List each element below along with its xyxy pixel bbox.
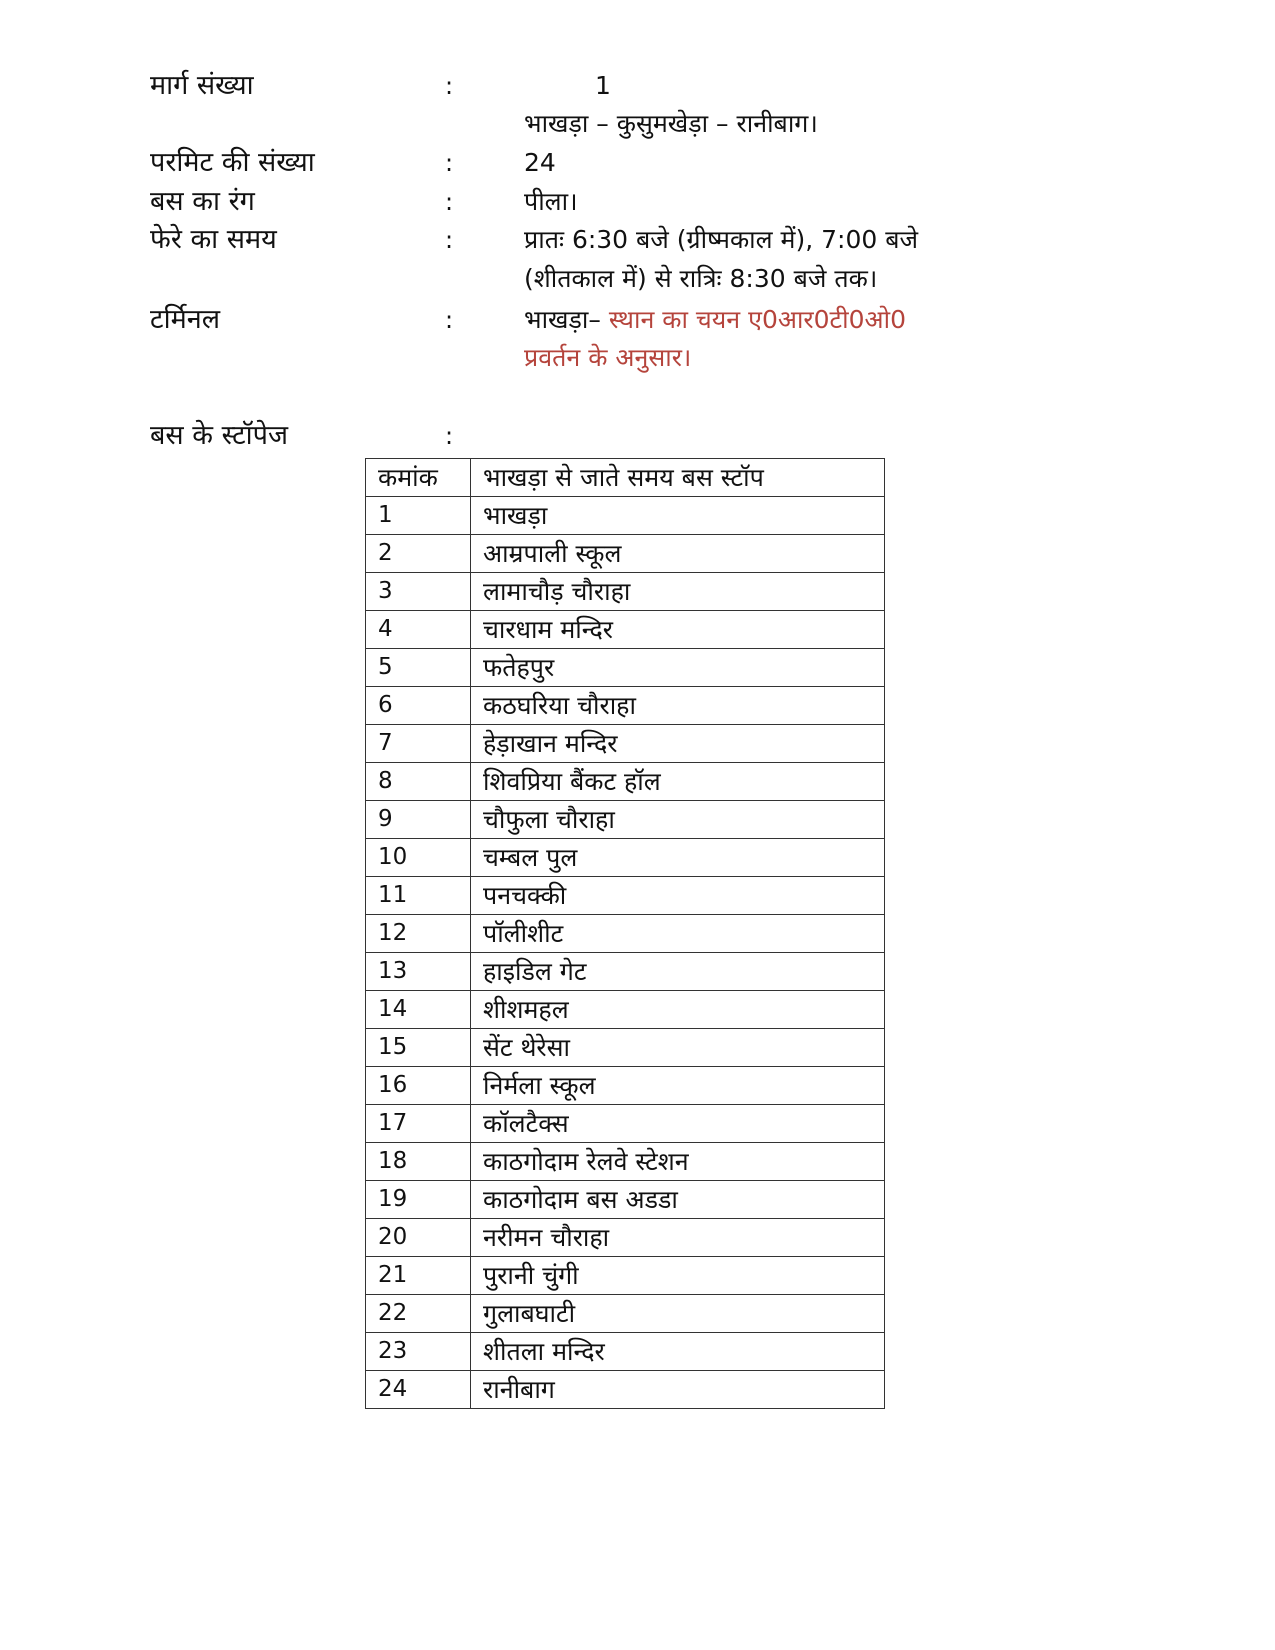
terminal-prefix: भाखड़ा– [524, 305, 609, 334]
stop-serial: 20 [366, 1219, 471, 1257]
table-row [366, 573, 885, 611]
stop-name: हेड़ाखान मन्दिर [471, 725, 885, 763]
stop-name: चारधाम मन्दिर [471, 611, 885, 649]
terminal-note-2: प्रवर्तन के अनुसार। [524, 343, 692, 372]
table-row [366, 1219, 885, 1257]
stop-serial: 5 [366, 649, 471, 687]
bus-color-value: पीला। [524, 187, 578, 216]
stop-serial: 3 [366, 573, 471, 611]
stop-serial: 22 [366, 1295, 471, 1333]
table-row [366, 687, 885, 725]
table-row [366, 953, 885, 991]
stop-serial: 6 [366, 687, 471, 725]
stop-serial: 9 [366, 801, 471, 839]
route-path-row [0, 104, 1275, 144]
table-row [366, 1143, 885, 1181]
trip-time-row [0, 220, 1275, 260]
route-number-label: मार्ग संख्या [150, 70, 254, 101]
stop-serial: 18 [366, 1143, 471, 1181]
trip-time-row-2 [0, 259, 1275, 299]
stop-name: भाखड़ा [471, 497, 885, 535]
stop-name: नरीमन चौराहा [471, 1219, 885, 1257]
table-row [366, 801, 885, 839]
bus-color-label: बस का रंग [150, 186, 255, 217]
table-row [366, 611, 885, 649]
table-row [366, 1295, 885, 1333]
table-row [366, 1067, 885, 1105]
stoppages-colon: : [445, 422, 454, 450]
table-row [366, 497, 885, 535]
stop-serial: 8 [366, 763, 471, 801]
stop-serial: 7 [366, 725, 471, 763]
stop-name: चौफुला चौराहा [471, 801, 885, 839]
stop-serial: 14 [366, 991, 471, 1029]
trip-time-label: फेरे का समय [150, 224, 277, 255]
permits-row [0, 143, 1275, 183]
stop-serial: 24 [366, 1371, 471, 1409]
stop-serial: 2 [366, 535, 471, 573]
route-number-row [0, 66, 1275, 106]
trip-time-line1: प्रातः 6:30 बजे (ग्रीष्मकाल में), 7:00 बजे [524, 225, 919, 254]
stop-name: फतेहपुर [471, 649, 885, 687]
terminal-label: टर्मिनल [150, 304, 221, 335]
table-body [366, 497, 885, 1409]
stop-serial: 1 [366, 497, 471, 535]
bus-stops-table [365, 458, 885, 1409]
stop-name: शीतला मन्दिर [471, 1333, 885, 1371]
stop-serial: 16 [366, 1067, 471, 1105]
terminal-row-2 [0, 338, 1275, 378]
bus-color-colon: : [445, 188, 454, 216]
permits-colon: : [445, 149, 454, 177]
stop-serial: 21 [366, 1257, 471, 1295]
stop-name: पनचक्की [471, 877, 885, 915]
trip-time-line2: (शीतकाल में) से रात्रिः 8:30 बजे तक। [524, 264, 878, 293]
stop-name: आम्रपाली स्कूल [471, 535, 885, 573]
stop-header: भाखड़ा से जाते समय बस स्टॉप [471, 459, 885, 497]
stop-name: लामाचौड़ चौराहा [471, 573, 885, 611]
stop-serial: 19 [366, 1181, 471, 1219]
stop-serial: 10 [366, 839, 471, 877]
stop-name: काठगोदाम बस अडडा [471, 1181, 885, 1219]
table-row [366, 649, 885, 687]
stop-serial: 4 [366, 611, 471, 649]
table-row [366, 535, 885, 573]
terminal-value [524, 300, 906, 340]
stop-serial: 12 [366, 915, 471, 953]
permits-value: 24 [524, 148, 556, 177]
stop-name: गुलाबघाटी [471, 1295, 885, 1333]
stoppages-row [0, 416, 1275, 456]
stop-serial: 11 [366, 877, 471, 915]
stop-serial: 17 [366, 1105, 471, 1143]
table-row [366, 1181, 885, 1219]
stop-name: पॉलीशीट [471, 915, 885, 953]
bus-color-row [0, 182, 1275, 222]
stop-name: पुरानी चुंगी [471, 1257, 885, 1295]
route-number-value: 1 [595, 71, 611, 100]
stop-name: हाइडिल गेट [471, 953, 885, 991]
terminal-note-1: स्थान का चयन ए0आर0टी0ओ0 [608, 305, 907, 334]
stop-name: निर्मला स्कूल [471, 1067, 885, 1105]
stop-name: सेंट थेरेसा [471, 1029, 885, 1067]
stop-name: रानीबाग [471, 1371, 885, 1409]
table-row [366, 991, 885, 1029]
stop-serial: 23 [366, 1333, 471, 1371]
table-row [366, 1257, 885, 1295]
table-row [366, 1105, 885, 1143]
serial-header: कमांक [366, 459, 471, 497]
stop-name: काठगोदाम रेलवे स्टेशन [471, 1143, 885, 1181]
stoppages-label: बस के स्टॉपेज [150, 420, 289, 451]
table-row [366, 763, 885, 801]
table-row [366, 1333, 885, 1371]
table-row [366, 1371, 885, 1409]
stop-name: कॉलटैक्स [471, 1105, 885, 1143]
permits-label: परमिट की संख्या [150, 147, 315, 178]
trip-time-colon: : [445, 226, 454, 254]
route-path: भाखड़ा – कुसुमखेड़ा – रानीबाग। [524, 109, 818, 138]
route-number-colon: : [445, 72, 454, 100]
table-row [366, 725, 885, 763]
stop-serial: 15 [366, 1029, 471, 1067]
stop-name: कठघरिया चौराहा [471, 687, 885, 725]
stop-name: शीशमहल [471, 991, 885, 1029]
table-row [366, 915, 885, 953]
table-row [366, 877, 885, 915]
table-row [366, 839, 885, 877]
stop-name: शिवप्रिया बैंकट हॉल [471, 763, 885, 801]
stop-serial: 13 [366, 953, 471, 991]
terminal-colon: : [445, 306, 454, 334]
terminal-row [0, 300, 1275, 340]
table-row [366, 1029, 885, 1067]
table-header-row [366, 459, 885, 497]
stop-name: चम्बल पुल [471, 839, 885, 877]
